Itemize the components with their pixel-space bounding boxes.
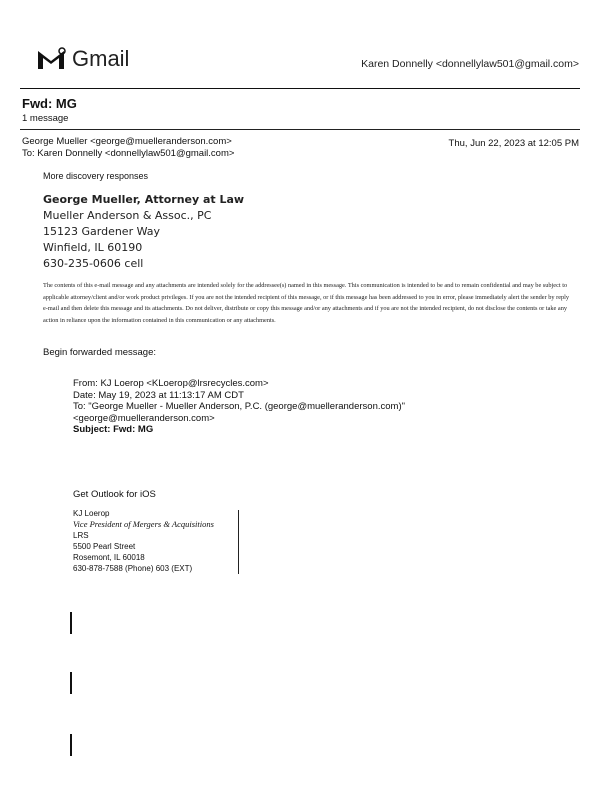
account-label: Karen Donnelly <donnellylaw501@gmail.com> [361, 58, 579, 70]
sender-signature [43, 192, 244, 272]
message-body: More discovery responses [43, 171, 149, 181]
signature-firm: Mueller Anderson & Assoc., PC [43, 209, 212, 222]
confidentiality-disclaimer: The contents of this e-mail message and any attachments are intended solely for the addressee(s) named in this message. This communication is intended to be and to remain confidential and may be subject to applicable attorney/client and/or work product privileges. If you are not the intended recipient of this message, or if this message has been addressed to you in error, please immediately alert the sender by reply e-mail and then delete this message and its attachments. Do not deliver, distribute or copy this message and/or any attachments and if you are not the intended recipient, do not disclose the contents or take any action in reliance upon the information contained in this communication or any attachments. [43, 282, 570, 324]
subject-divider [20, 129, 580, 130]
fwd-signature-phone: 630-878-7588 (Phone) 603 (EXT) [73, 564, 193, 573]
forwarded-signature [73, 508, 214, 574]
gmail-logo[interactable] [36, 46, 129, 72]
gmail-m-icon [36, 47, 66, 71]
gmail-wordmark: Gmail [72, 46, 130, 71]
fwd-signature-city: Rosemont, IL 60018 [73, 553, 145, 562]
message-sender[interactable]: George Mueller <george@muelleranderson.com> [22, 136, 232, 147]
thread-subject: Fwd: MG [22, 96, 77, 111]
signature-city: Winfield, IL 60190 [43, 241, 143, 254]
outlook-link[interactable]: Get Outlook for iOS [73, 489, 156, 500]
message-date: Thu, Jun 22, 2023 at 12:05 PM [448, 138, 579, 149]
message-count: 1 message [22, 113, 69, 124]
signature-phone: 630-235-0606 cell [43, 257, 144, 270]
fwd-signature-title: Vice President of Mergers & Acquisitions [73, 519, 214, 529]
signature-divider [238, 510, 239, 574]
forwarded-header [73, 378, 405, 436]
fwd-signature-street: 5500 Pearl Street [73, 542, 136, 551]
begin-forwarded-label: Begin forwarded message: [43, 347, 157, 358]
message-recipient: To: Karen Donnelly <donnellylaw501@gmail.com> [22, 148, 235, 159]
forwarded-from: From: KJ Loerop <KLoerop@lrsrecycles.com> [73, 378, 269, 389]
quote-bar [70, 612, 72, 634]
quote-bar [70, 734, 72, 756]
signature-name: George Mueller, Attorney at Law [43, 193, 245, 206]
fwd-signature-company: LRS [73, 531, 89, 540]
forwarded-to: To: "George Mueller - Mueller Anderson, P.C. (george@muelleranderson.com)" [73, 401, 405, 412]
signature-street: 15123 Gardener Way [43, 225, 161, 238]
header-divider [20, 88, 580, 89]
fwd-signature-name: KJ Loerop [73, 509, 110, 518]
quote-bar [70, 672, 72, 694]
forwarded-subject: Subject: Fwd: MG [73, 424, 154, 435]
forwarded-date: Date: May 19, 2023 at 11:13:17 AM CDT [73, 389, 244, 401]
forwarded-to-address: <george@muelleranderson.com> [73, 412, 215, 424]
